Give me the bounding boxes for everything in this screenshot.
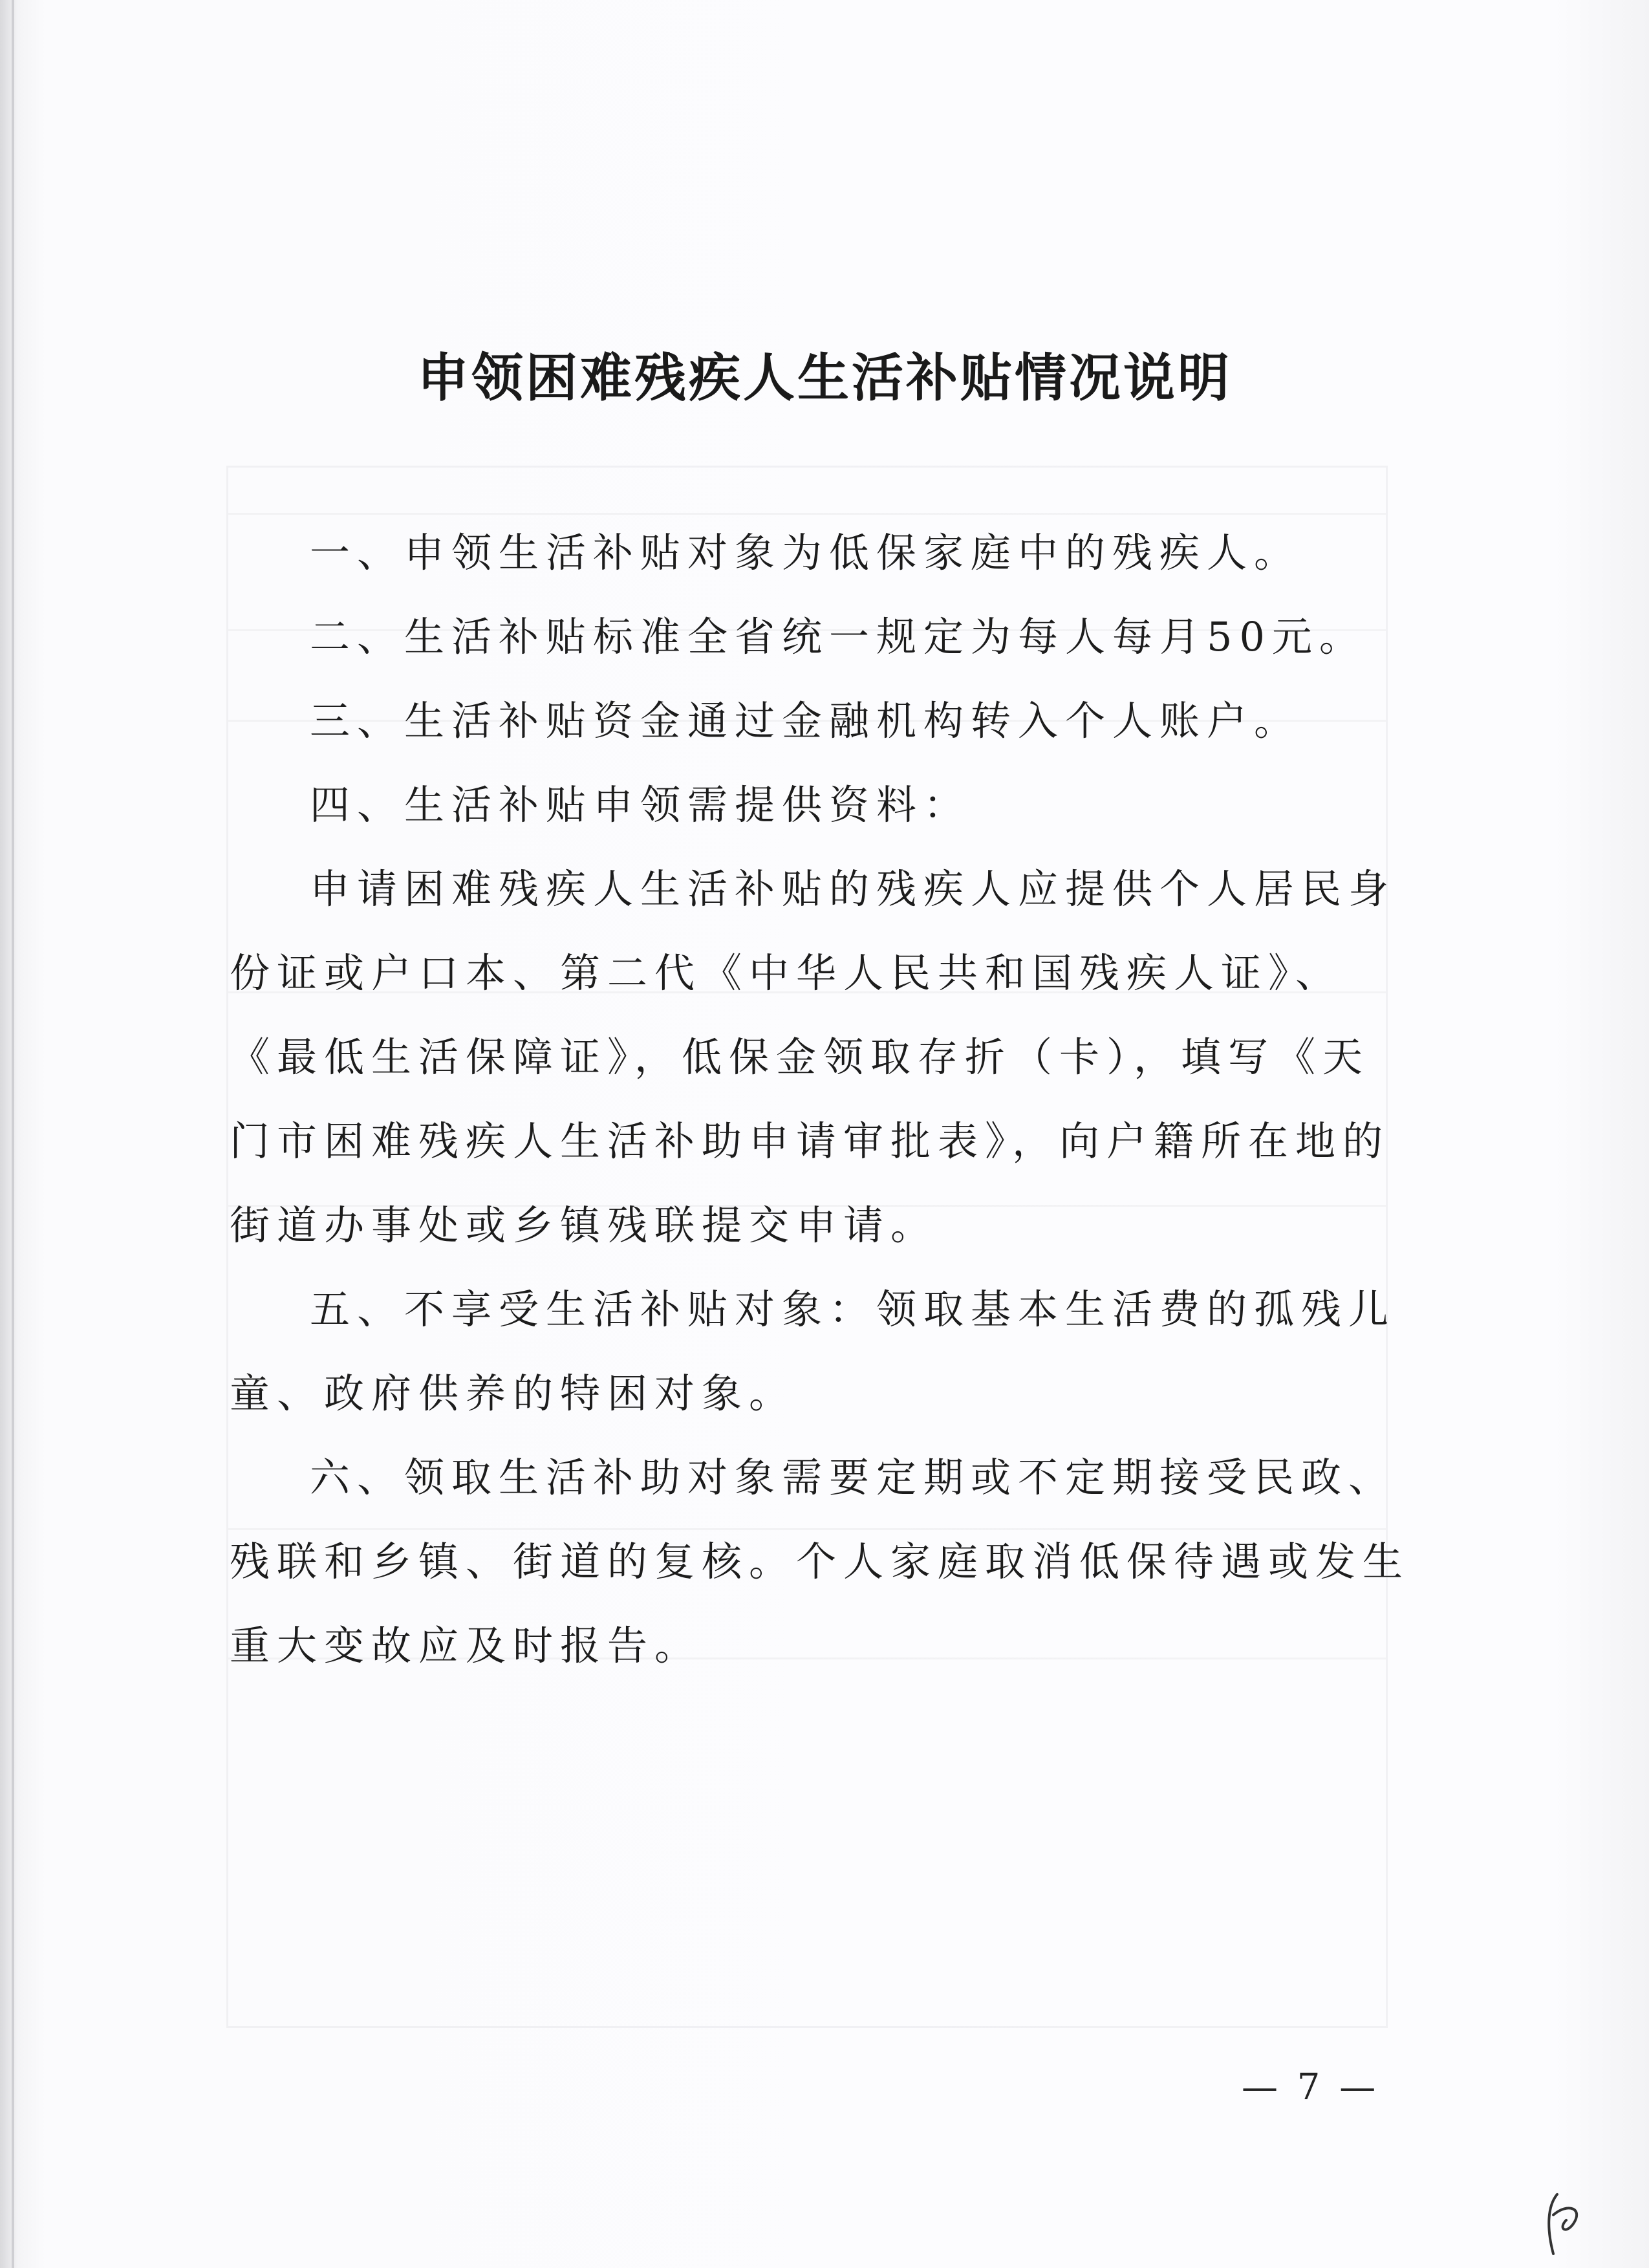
paragraph-4: 四、生活补贴申领需提供资料： bbox=[310, 781, 971, 828]
paragraph-2: 二、生活补贴标准全省统一规定为每人每月50元。 bbox=[310, 613, 1366, 660]
document-title: 申领困难残疾人生活补贴情况说明 bbox=[417, 348, 1232, 408]
handwritten-mark bbox=[1539, 2189, 1591, 2260]
paragraph-5: 申请困难残疾人生活补贴的残疾人应提供个人居民身份证或户口本、第二代《中华人民共和国残疾人证》、《最低生活保障证》，低保金领取存折（卡），填写《天门市困难残疾人生活补助申请审批表》，向户籍所在地的街道办事处或乡镇残联提交申请。 bbox=[230, 865, 1396, 1249]
paragraph-3: 三、生活补贴资金通过金融机构转入个人账户。 bbox=[310, 697, 1302, 744]
paragraph-6: 五、不享受生活补贴对象：领取基本生活费的孤残儿童、政府供养的特困对象。 bbox=[230, 1286, 1396, 1417]
page-number: — 7 — bbox=[1242, 2066, 1380, 2108]
paragraph-1: 一、申领生活补贴对象为低保家庭中的残疾人。 bbox=[310, 529, 1302, 576]
paragraph-7: 六、领取生活补助对象需要定期或不定期接受民政、残联和乡镇、街道的复核。个人家庭取消低保待遇或发生重大变故应及时报告。 bbox=[230, 1454, 1410, 1669]
document-body bbox=[230, 511, 1413, 1688]
